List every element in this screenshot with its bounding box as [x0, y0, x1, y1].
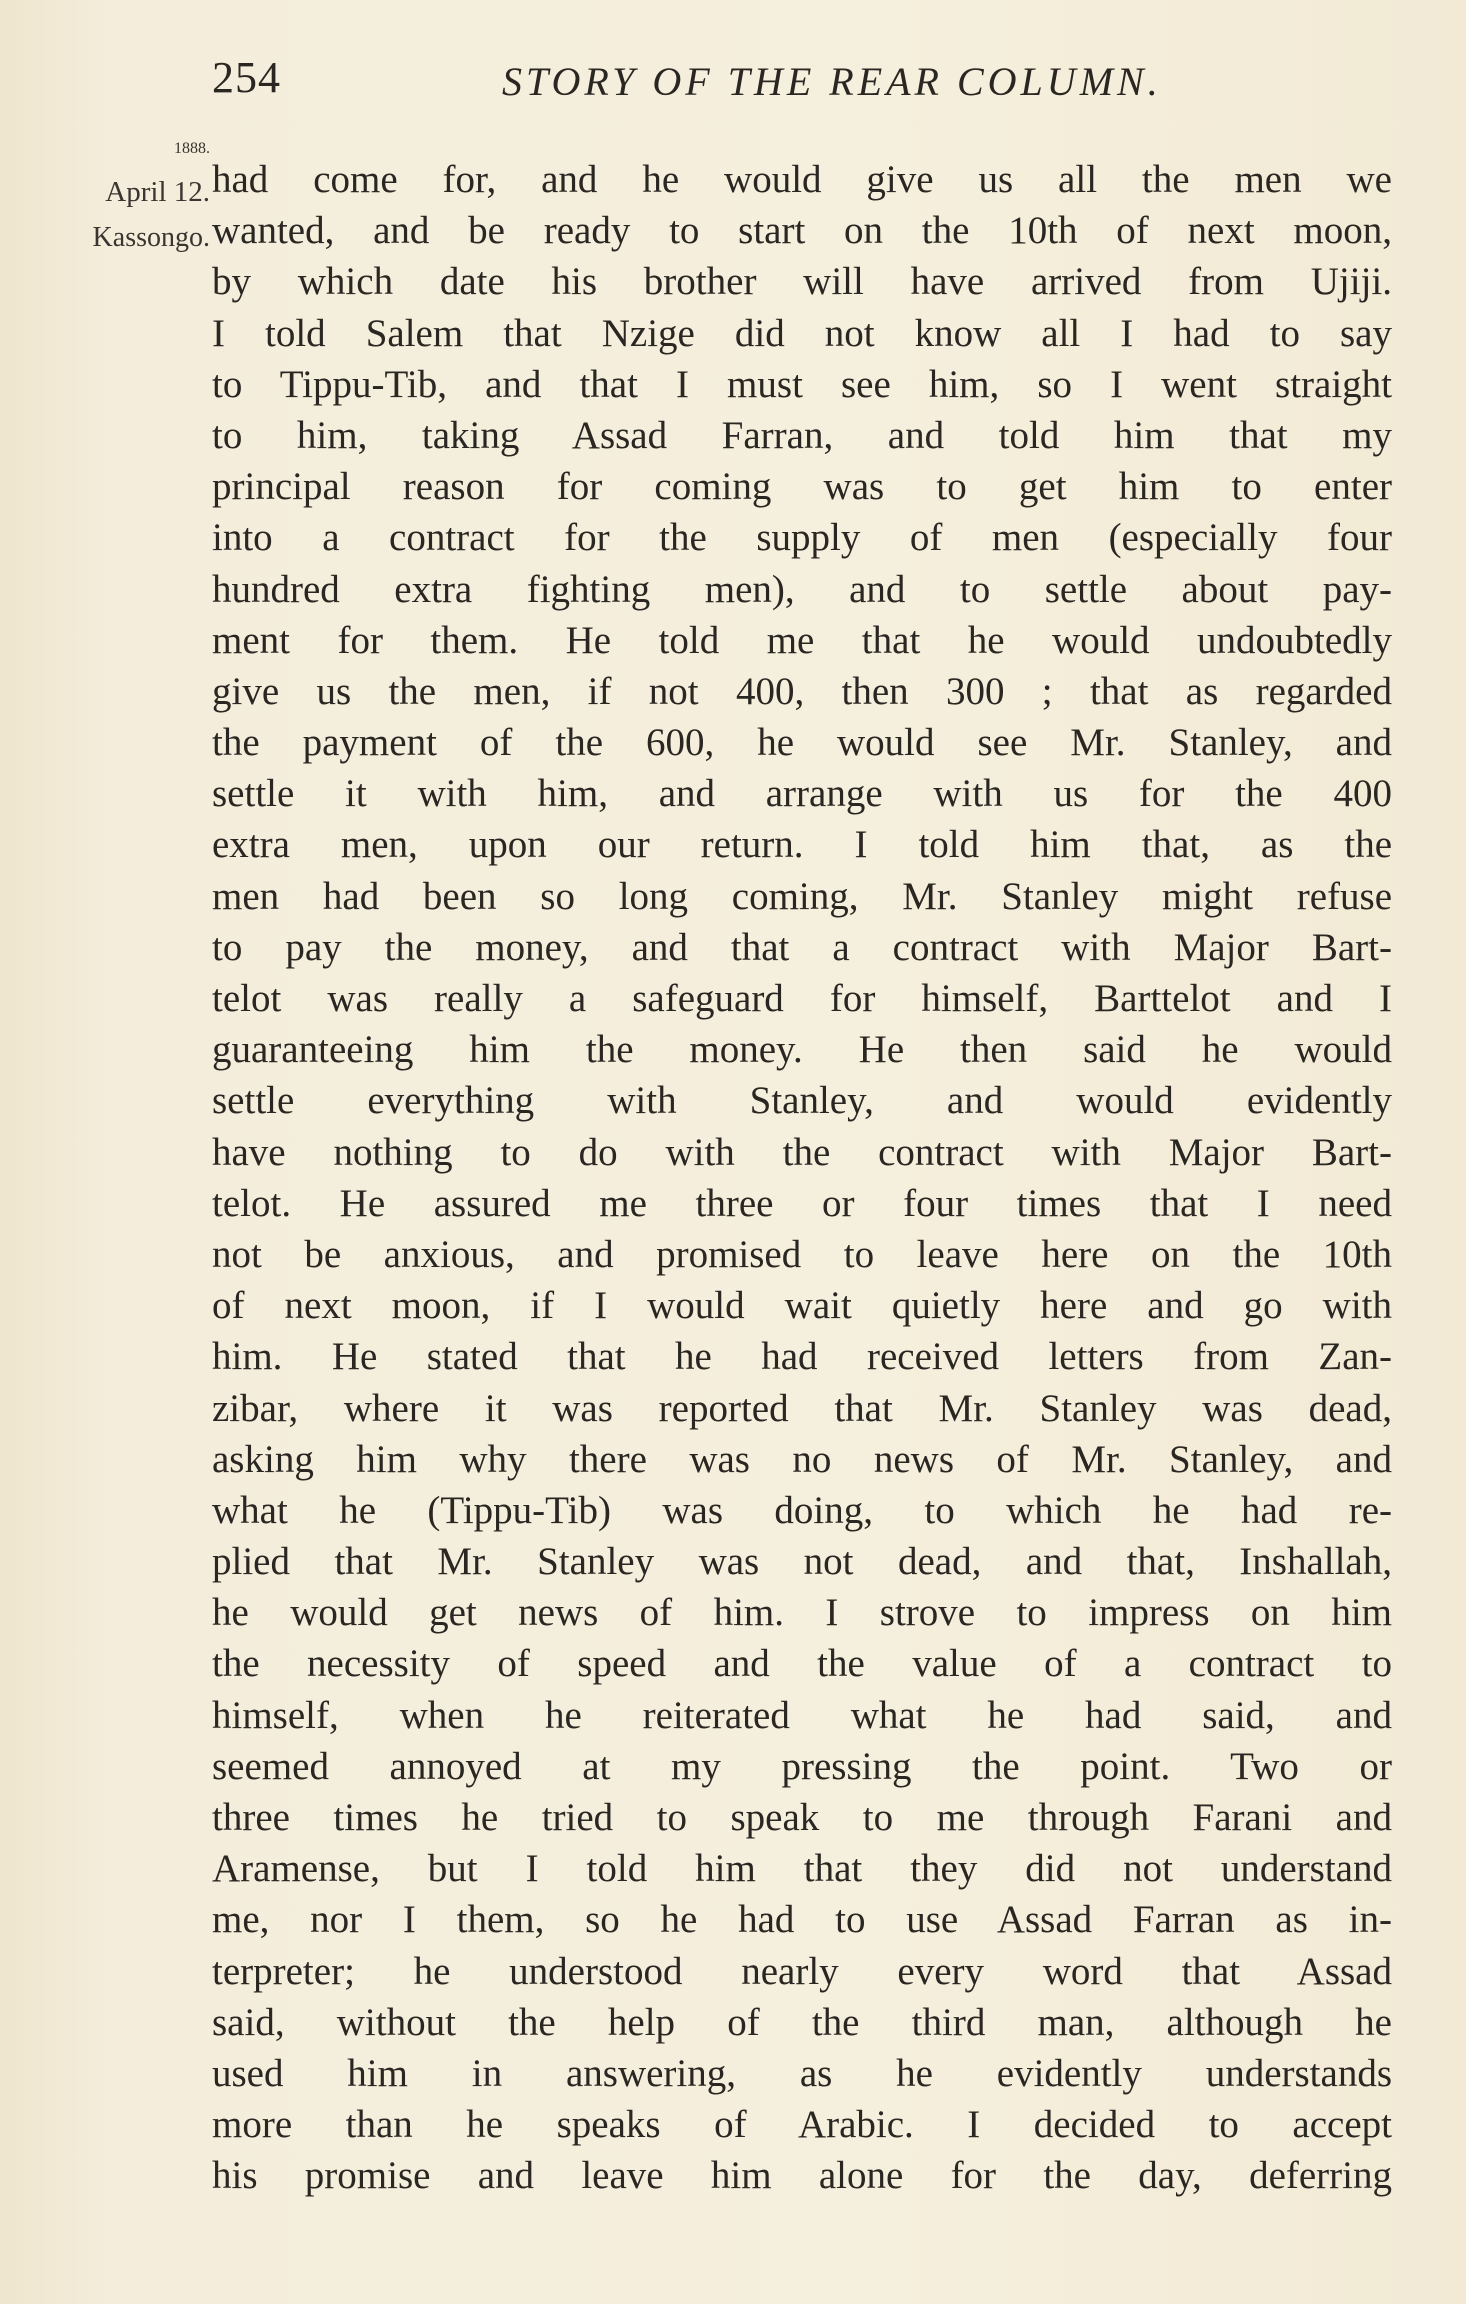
text-line: telot was really a safeguard for himself, Barttelot and I	[212, 977, 1392, 1020]
text-line: give us the men, if not 400, then 300 ; that as regarded	[212, 669, 1392, 713]
text-line: Aramense, but I told him that they did not understand	[212, 1847, 1392, 1891]
text-line: seemed annoyed at my pressing the point. Two or	[212, 1744, 1392, 1788]
text-line: himself, when he reiterated what he had said, and	[212, 1693, 1392, 1737]
text-line: I told Salem that Nzige did not know all I had to say	[212, 311, 1392, 355]
text-line: to him, taking Assad Farran, and told him that my	[212, 413, 1392, 457]
text-line: to pay the money, and that a contract with Major Bart-	[212, 925, 1392, 969]
text-line: hundred extra fighting men), and to settle about pay-	[212, 567, 1392, 611]
text-line: by which date his brother will have arrived from Ujiji.	[212, 260, 1392, 304]
text-line: him. He stated that he had received letters from Zan-	[212, 1335, 1392, 1379]
text-line: wanted, and be ready to start on the 10th of next moon,	[212, 209, 1392, 253]
text-line: to Tippu-Tib, and that I must see him, so I went straight	[212, 362, 1392, 406]
text-line: he would get news of him. I strove to impress on him	[212, 1591, 1392, 1635]
text-line: the payment of the 600, he would see Mr. Stanley, and	[212, 721, 1392, 765]
text-line: plied that Mr. Stanley was not dead, and that, Inshallah,	[212, 1540, 1392, 1584]
text-line: zibar, where it was reported that Mr. Stanley was dead,	[212, 1386, 1392, 1430]
text-line: me, nor I them, so he had to use Assad Farran as in-	[212, 1898, 1392, 1942]
body-text	[212, 154, 1392, 2202]
margin-year: 1888.	[174, 140, 210, 157]
text-line: of next moon, if I would wait quietly here and go with	[212, 1284, 1392, 1328]
text-line: terpreter; he understood nearly every word that Assad	[212, 1949, 1392, 1993]
text-line: three times he tried to speak to me through Farani and	[212, 1796, 1392, 1839]
text-line: not be anxious, and promised to leave here on the 10th	[212, 1232, 1392, 1276]
text-line: used him in answering, as he evidently understands	[212, 2051, 1392, 2095]
text-line: his promise and leave him alone for the day, deferring	[212, 2154, 1392, 2198]
text-line: had come for, and he would give us all the men we	[212, 158, 1392, 201]
text-line: into a contract for the supply of men (especially four	[212, 516, 1392, 560]
margin-date: April 12.	[105, 176, 210, 208]
text-line: telot. He assured me three or four times that I need	[212, 1181, 1392, 1225]
text-line: more than he speaks of Arabic. I decided to accept	[212, 2103, 1392, 2147]
text-line: have nothing to do with the contract with Major Bart-	[212, 1130, 1392, 1174]
text-line: settle everything with Stanley, and would evidently	[212, 1079, 1392, 1123]
text-line: principal reason for coming was to get him to enter	[212, 465, 1392, 509]
text-line: settle it with him, and arrange with us for the 400	[212, 772, 1392, 816]
text-line: men had been so long coming, Mr. Stanley might refuse	[212, 874, 1392, 918]
text-line: what he (Tippu-Tib) was doing, to which he had re-	[212, 1488, 1392, 1532]
margin-place: Kassongo.	[92, 222, 210, 253]
text-line: extra men, upon our return. I told him that, as the	[212, 823, 1392, 867]
text-line: guaranteeing him the money. He then said he would	[212, 1028, 1392, 1072]
text-line: ment for them. He told me that he would undoubtedly	[212, 618, 1392, 662]
text-line: said, without the help of the third man, although he	[212, 2000, 1392, 2044]
text-line: the necessity of speed and the value of a contract to	[212, 1642, 1392, 1686]
page-header	[212, 52, 1392, 112]
running-head: STORY OF THE REAR COLUMN.	[502, 59, 1162, 104]
text-line: asking him why there was no news of Mr. Stanley, and	[212, 1437, 1392, 1481]
page-number: 254	[212, 53, 281, 102]
